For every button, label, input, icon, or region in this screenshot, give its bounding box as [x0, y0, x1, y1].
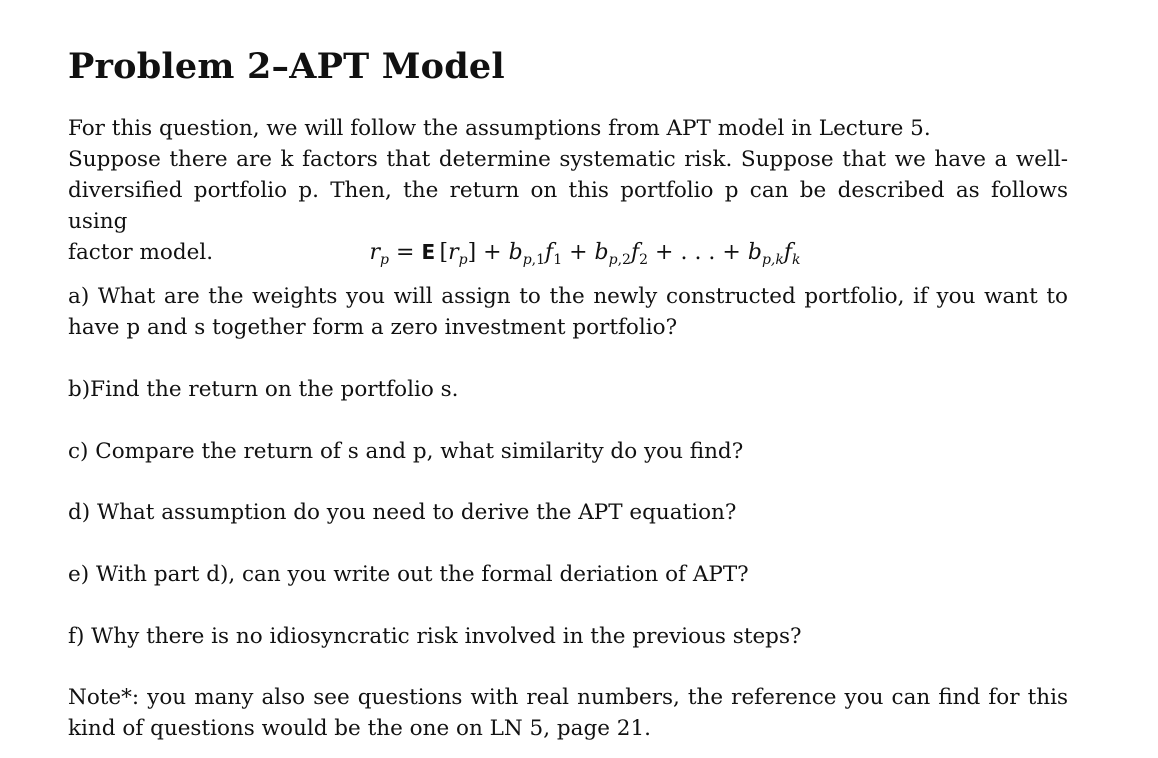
- note-line-1: Note*: you many also see questions with real numbers, the reference you can find for this: [68, 685, 1068, 710]
- question-e-text: e) With part d), can you write out the formal deriation of APT?: [68, 562, 749, 587]
- question-b-text: b)Find the return on the portfolio s.: [68, 377, 459, 402]
- question-a-line-1: a) What are the weights you will assign to the newly constructed portfolio, if you want to: [68, 284, 1068, 309]
- question-c: [68, 436, 1068, 467]
- intro-line-4: factor model.: [68, 240, 214, 265]
- intro-line-2: Suppose there are k factors that determine systematic risk. Suppose that we have a well-: [68, 147, 1068, 172]
- page-title: Problem 2–APT Model: [68, 46, 505, 87]
- question-a-line-2: have p and s together form a zero investment portfolio?: [68, 315, 678, 340]
- question-f-text: f) Why there is no idiosyncratic risk involved in the previous steps?: [68, 624, 802, 649]
- question-a: [68, 281, 1068, 343]
- question-f: [68, 621, 1068, 652]
- intro-line-3: diversified portfolio p. Then, the return on this portfolio p can be described as follows using: [68, 178, 1068, 234]
- question-c-text: c) Compare the return of s and p, what similarity do you find?: [68, 439, 744, 464]
- note-line-2: kind of questions would be the one on LN 5, page 21.: [68, 716, 651, 741]
- question-b: [68, 374, 1068, 405]
- question-d: [68, 497, 1068, 528]
- question-e: [68, 559, 1068, 590]
- factor-model-equation: [0, 237, 1158, 268]
- intro-line-1: For this question, we will follow the assumptions from APT model in Lecture 5.: [68, 116, 931, 141]
- question-d-text: d) What assumption do you need to derive the APT equation?: [68, 500, 737, 525]
- equation-render: $r_p = E$ $[r_p] + b_{p,1}f_1 + b_{p,2}f_2$ + . . . + $b_{p,k}f_k$: [369, 240, 801, 268]
- note-paragraph: [68, 682, 1068, 744]
